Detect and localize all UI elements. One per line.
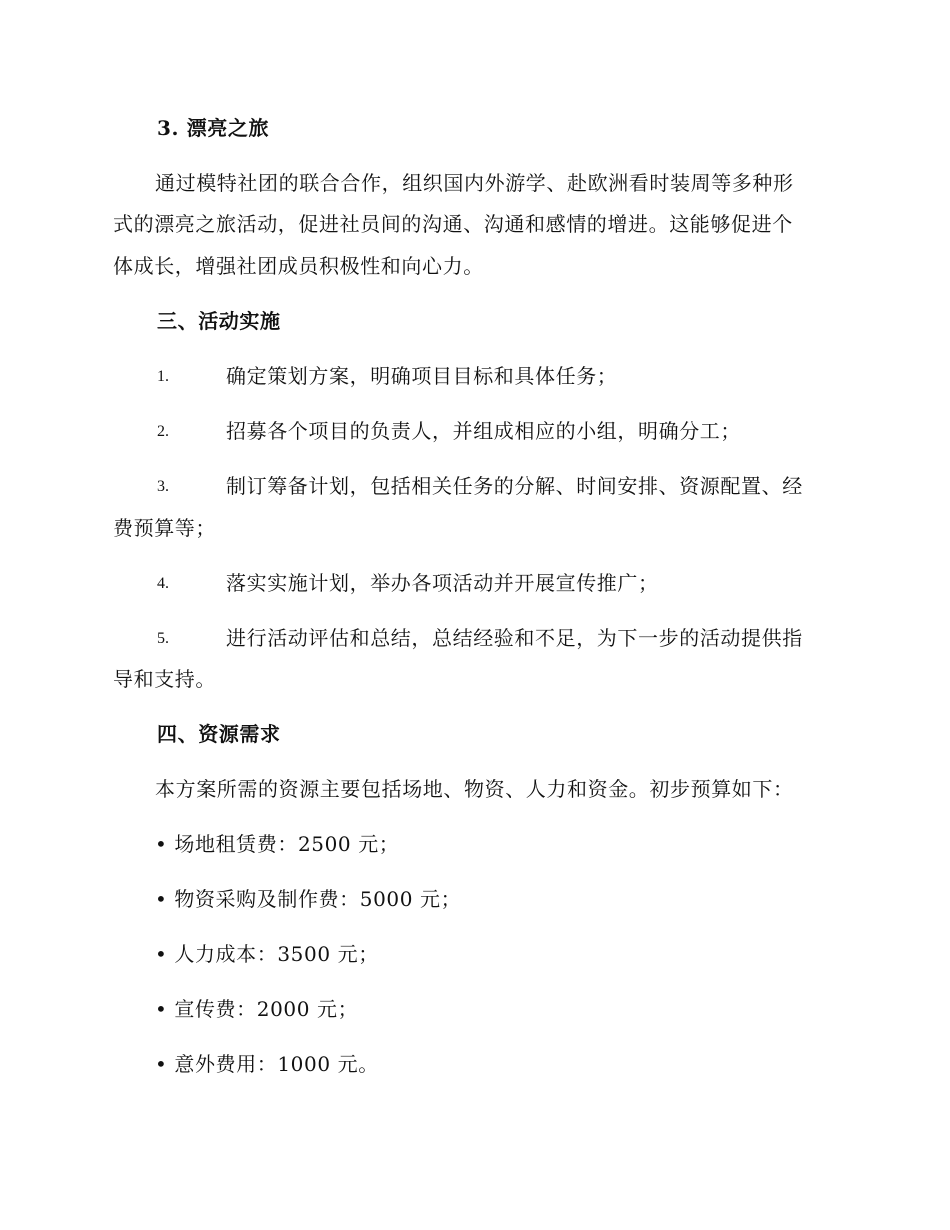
list-text: 制订筹备计划，包括相关任务的分解、时间安排、资源配置、经 bbox=[226, 474, 803, 498]
list-text: 进行活动评估和总结，总结经验和不足，为下一步的活动提供指 bbox=[226, 626, 803, 650]
list-number: 1. bbox=[157, 368, 169, 385]
list-text: 招募各个项目的负责人，并组成相应的小组，明确分工； bbox=[226, 419, 741, 443]
list-number: 2. bbox=[157, 423, 169, 440]
list-number: 3. bbox=[157, 478, 169, 495]
budget-item: • 人力成本：3500 元； bbox=[155, 942, 379, 966]
resources-intro: 本方案所需的资源主要包括场地、物资、人力和资金。初步预算如下： bbox=[155, 777, 794, 801]
budget-item: • 场地租赁费：2500 元； bbox=[155, 832, 400, 856]
paragraph-line: 体成长，增强社团成员积极性和向心力。 bbox=[113, 254, 484, 278]
section-heading-implementation: 三、活动实施 bbox=[157, 309, 281, 333]
budget-item: • 意外费用：1000 元。 bbox=[155, 1052, 379, 1076]
section-heading-resources: 四、资源需求 bbox=[157, 722, 281, 746]
list-number: 5. bbox=[157, 630, 169, 647]
list-text: 落实实施计划，举办各项活动并开展宣传推广； bbox=[226, 571, 659, 595]
list-number: 4. bbox=[157, 575, 169, 592]
list-text-continuation: 导和支持。 bbox=[113, 667, 216, 691]
budget-item: • 物资采购及制作费：5000 元； bbox=[155, 887, 462, 911]
paragraph-line: 式的漂亮之旅活动，促进社员间的沟通、沟通和感情的增进。这能够促进个 bbox=[113, 212, 793, 236]
list-text-continuation: 费预算等； bbox=[113, 516, 216, 540]
section-heading-beauty-trip: 3. 漂亮之旅 bbox=[157, 116, 270, 140]
paragraph-line: 通过模特社团的联合合作，组织国内外游学、赴欧洲看时装周等多种形 bbox=[155, 171, 794, 195]
list-text: 确定策划方案，明确项目目标和具体任务； bbox=[226, 364, 618, 388]
budget-item: • 宣传费：2000 元； bbox=[155, 997, 359, 1021]
